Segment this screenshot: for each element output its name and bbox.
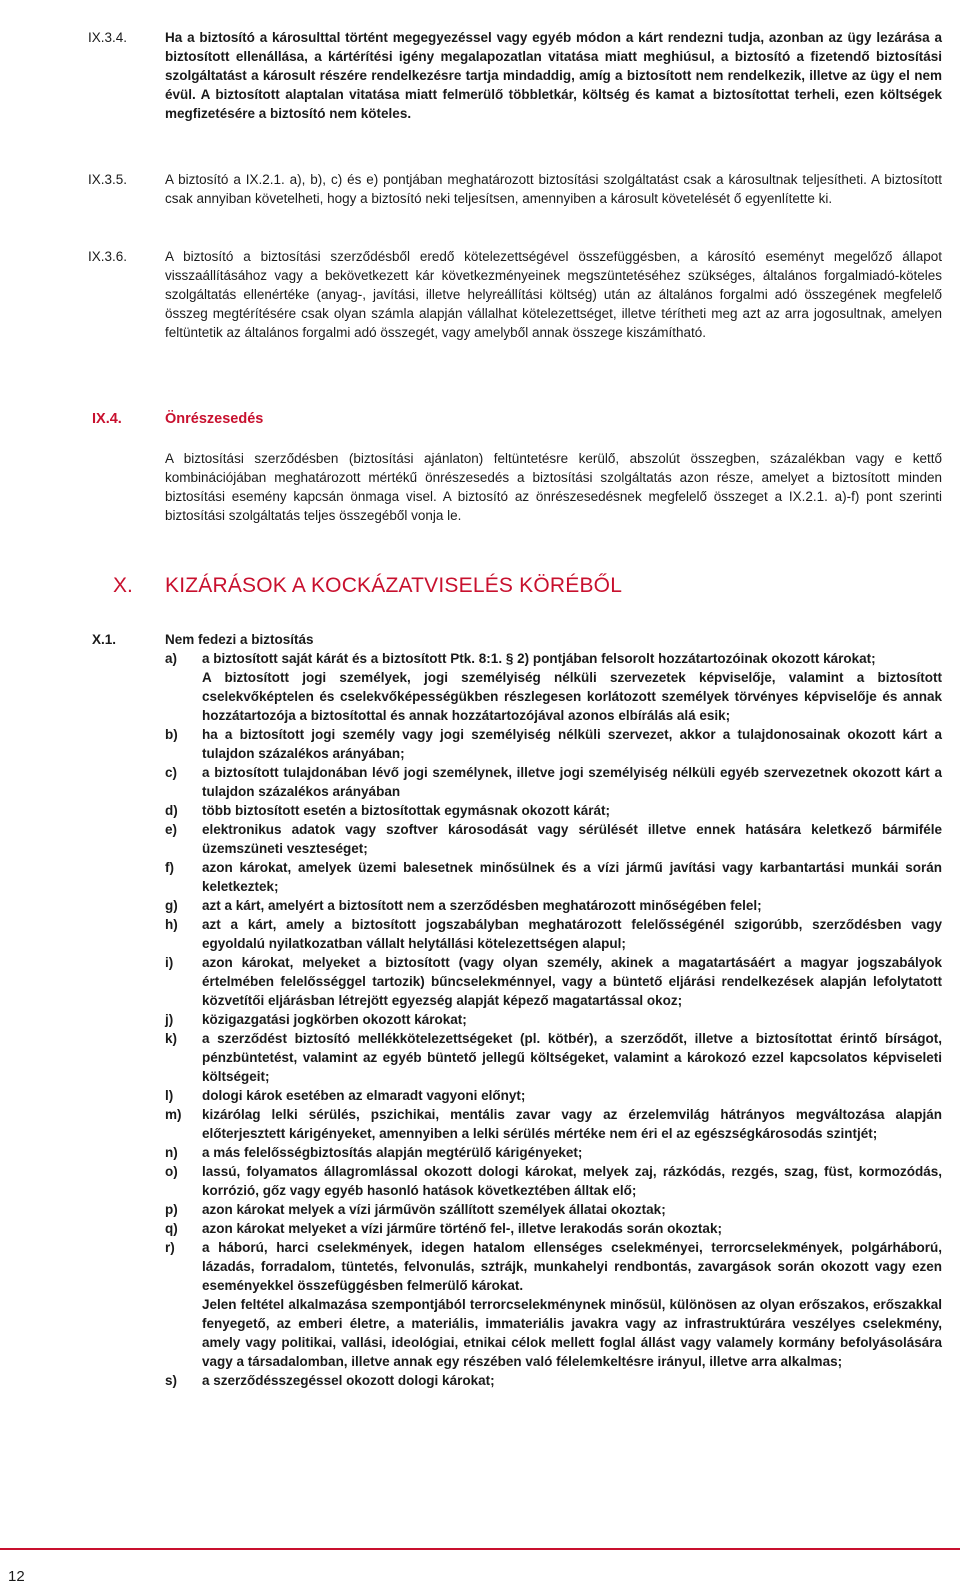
exclusion-item (165, 1086, 942, 1105)
exclusion-item-label: j) (165, 1012, 174, 1027)
exclusion-item-label: e) (165, 822, 178, 837)
section-number: IX.3.4. (88, 30, 128, 45)
section-text-ix-3-5: A biztosító a IX.2.1. a), b), c) és e) pontjában meghatározott biztosítási szolgáltatást csak a károsultnak teljesítheti. A biztosított csak annyiban követelheti, hogy a biztosító neki teljesítsen, amennyiben a károsult követelését ő egyenlítette ki. (165, 172, 942, 206)
exclusion-item (165, 763, 942, 801)
section-number: X.1. (92, 632, 117, 647)
exclusion-item-text: elektronikus adatok vagy szoftver károsodását vagy sérülését illetve ennek hatására keletkező bármiféle üzemszüneti veszteséget; (202, 822, 942, 856)
exclusion-item-text: azon károkat, amelyek üzemi balesetnek minősülnek és a vízi jármű javítási vagy karbantartási munkái során keletkeztek; (202, 860, 942, 894)
exclusion-item (165, 1105, 942, 1143)
exclusion-item (165, 1010, 942, 1029)
exclusion-item-label: b) (165, 727, 178, 742)
exclusion-item-note: A biztosított jogi személyek, jogi személyiség nélküli szervezetek képviselője, valamint a biztosított cselekvőképtelen és cselekvőképességükben részlegesen korlátozott személyek törvényes képviselője és annak hozzátartozója a biztosítottal és annak hozzátartozójával azonos elbírálás alá esik; (202, 670, 942, 723)
exclusion-item (165, 1371, 942, 1390)
exclusion-item-text: a biztosított saját kárát és a biztosított Ptk. 8:1. § 2) pontjában felsorolt hozzátartozóinak okozott károkat; (202, 651, 876, 666)
section-heading-number: IX.4. (92, 411, 122, 427)
exclusion-item (165, 953, 942, 1010)
exclusion-item-label: r) (165, 1240, 175, 1255)
exclusion-item-note: Jelen feltétel alkalmazása szempontjából terrorcselekménynek minősül, különösen az olyan erőszakos, erőszakkal fenyegető, az emberi életre, a materiális, immateriális javakra vagy az infrastruktúrára veszélyes cselekmény, amely vagy politikai, vallási, ideológiai, etnikai célok mellett foglal állást vagy valamely kormány befolyásolására vagy a társadalomban, illetve annak egy részében való félelemkeltésre irányul, illetve arra alkalmas; (202, 1297, 942, 1369)
exclusion-item (165, 1219, 942, 1238)
exclusion-list-title: Nem fedezi a biztosítás (165, 632, 314, 647)
exclusion-item (165, 858, 942, 896)
exclusion-item-label: o) (165, 1164, 178, 1179)
exclusion-item-label: k) (165, 1031, 178, 1046)
section-number: IX.3.5. (88, 172, 128, 187)
exclusion-item-text: közigazgatási jogkörben okozott károkat; (202, 1012, 467, 1027)
exclusion-item-text: ha a biztosított jogi személy vagy jogi személyiség nélküli szervezet, akkor a tulajdonosainak okozott kárt a tulajdon százalékos arányában; (202, 727, 942, 761)
exclusion-item-text: kizárólag lelki sérülés, pszichikai, mentális zavar vagy az érzelemvilág hátrányos megváltozása alapján előterjesztett kárigényeket, amennyiben a lelki sérülés mértéke nem éri el az egészségkárosodás szintjét; (202, 1107, 942, 1141)
chapter-title: KIZÁRÁSOK A KOCKÁZATVISELÉS KÖRÉBŐL (165, 574, 623, 597)
page-number: 12 (8, 1568, 25, 1585)
exclusion-item-label: p) (165, 1202, 178, 1217)
exclusion-item-text: azon károkat melyeket a vízi járműre történő fel-, illetve lerakodás során okoztak; (202, 1221, 722, 1236)
exclusion-item-text: lassú, folyamatos állagromlással okozott dologi károkat, melyek zaj, rázkódás, rezgés, szag, füst, kormozódás, korrózió, gőz vagy egyéb hasonló hatások következtében álltak elő; (202, 1164, 942, 1198)
exclusion-item (165, 725, 942, 763)
section-text-ix-3-4: Ha a biztosító a károsulttal történt megegyezéssel vagy egyéb módon a kárt rendezni tudja, azonban az ügy lezárása a biztosított ellenállása, a kártérítési igény megalapozatlan vitatása miatt meghiúsul, a biztosító a fizetendő biztosítási szolgáltatást a károsult részére rendelkezésre tartja mindaddig, amíg a biztosított nem rendelkezik, illetve az ügy el nem évül. A biztosított alaptalan vitatása miatt felmerülő többletkár, költség és kamat a biztosítottat terheli, ezen költségek megfizetésére a biztosító nem köteles. (165, 30, 942, 121)
section-text-ix-3-6: A biztosító a biztosítási szerződésből eredő kötelezettségével összefüggésben, a károsító eseményt megelőző állapot visszaállításához vagy a bekövetkezett kár következményeinek megszüntetéséhez szükséges, általános forgalmiadó-köteles szolgáltatás ellenértéke (anyag-, javítási, illetve helyreállítási költség) után az általános forgalmi adó összegének megfelelő összeg megtérítésére csak olyan számla alapján vállalhat kötelezettséget, illetve térítheti meg azt az arra jogosultnak, amelyen feltüntetik az általános forgalmi adó összegét, vagy amelyből annak összege kiszámítható. (165, 249, 942, 340)
exclusion-item-label: m) (165, 1107, 182, 1122)
exclusion-item-label: d) (165, 803, 178, 818)
exclusion-item-label: a) (165, 651, 178, 666)
exclusion-item-label: q) (165, 1221, 178, 1236)
exclusion-list (165, 630, 942, 1390)
exclusion-item-text: azon károkat, melyeket a biztosított (vagy olyan személy, akinek a magatartásáért a magyar jogszabályok értelmében felelősséggel tartozik) bűncselekménnyel, vagy a büntető eljárási rendelkezések alapján lefolytatott közvetítői eljárásban létrejött egyezség alapját képező magatartással okoz; (202, 955, 942, 1008)
exclusion-item (165, 1143, 942, 1162)
exclusion-item-label: i) (165, 955, 174, 970)
exclusion-item-text: több biztosított esetén a biztosítottak egymásnak okozott kárát; (202, 803, 611, 818)
section-text-ix-4: A biztosítási szerződésben (biztosítási ajánlaton) feltüntetésre kerülő, abszolút összegben, százalékban vagy e kettő kombinációjában meghatározott mértékű önrészesedés a biztosítási szolgáltatás azon része, amelyet a biztosított minden biztosítási esemény kapcsán önmaga visel. A biztosító az önrészesedésnek megfelelő összeget a IX.2.1. a)-f) pont szerinti biztosítási szolgáltatás teljes összegéből vonja le. (165, 451, 942, 523)
exclusion-item-text: a más felelősségbiztosítás alapján megtérülő kárigényeket; (202, 1145, 583, 1160)
exclusion-item (165, 915, 942, 953)
exclusion-item-text: dologi károk esetében az elmaradt vagyoni előnyt; (202, 1088, 526, 1103)
exclusion-item (165, 1238, 942, 1295)
exclusion-item-text: a háború, harci cselekmények, idegen hatalom ellenséges cselekményei, terrorcselekmények, polgárháború, lázadás, forradalom, tüntetés, felvonulás, sztrájk, munkahelyi rendbontás, zavargások során okozott vagy ezen eseményekkel összefüggésben felmerülő károkat. (202, 1240, 942, 1293)
exclusion-item (165, 801, 942, 820)
exclusion-item-label: s) (165, 1373, 178, 1388)
exclusion-item-text: azon károkat melyek a vízi járművön szállított személyek állatai okoztak; (202, 1202, 666, 1217)
exclusion-item (165, 1200, 942, 1219)
exclusion-item (165, 1162, 942, 1200)
exclusion-item (165, 896, 942, 915)
exclusion-item-label: l) (165, 1088, 174, 1103)
exclusion-item-label: g) (165, 898, 178, 913)
exclusion-item-label: h) (165, 917, 178, 932)
section-heading-title: Önrészesedés (165, 411, 264, 427)
exclusion-item-text: azt a kárt, amelyért a biztosított nem a szerződésben meghatározott minőségében felel; (202, 898, 762, 913)
exclusion-item (165, 1029, 942, 1086)
exclusion-item-text: a szerződésszegéssel okozott dologi károkat; (202, 1373, 495, 1388)
exclusion-item-text: a szerződést biztosító mellékkötelezettségeket (pl. kötbér), a szerződőt, illetve a biztosítottat érintő bírságot, pénzbüntetést, valamint az egyéb büntető jellegű költségeket, valamint a károkozó ezzel kapcsolatos képviseleti költségeit; (202, 1031, 942, 1084)
exclusion-item (165, 820, 942, 858)
exclusion-items (165, 649, 942, 1390)
exclusion-item-text: azt a kárt, amely a biztosított jogszabályban meghatározott felelősségénél szigorúbb, szerződésben vagy egyoldalú nyilatkozatban vállalt helytállási kötelezettségen alapul; (202, 917, 942, 951)
chapter-number: X. (113, 574, 133, 597)
exclusion-item-text: a biztosított tulajdonában lévő jogi személynek, illetve jogi személyiség nélküli egyéb szervezetnek okozott kárt a tulajdon százalékos arányában (202, 765, 942, 799)
exclusion-item-label: n) (165, 1145, 178, 1160)
exclusion-item (165, 649, 942, 668)
footer-divider (0, 1548, 960, 1550)
section-number: IX.3.6. (88, 249, 128, 264)
exclusion-item-label: c) (165, 765, 178, 780)
exclusion-item-label: f) (165, 860, 174, 875)
